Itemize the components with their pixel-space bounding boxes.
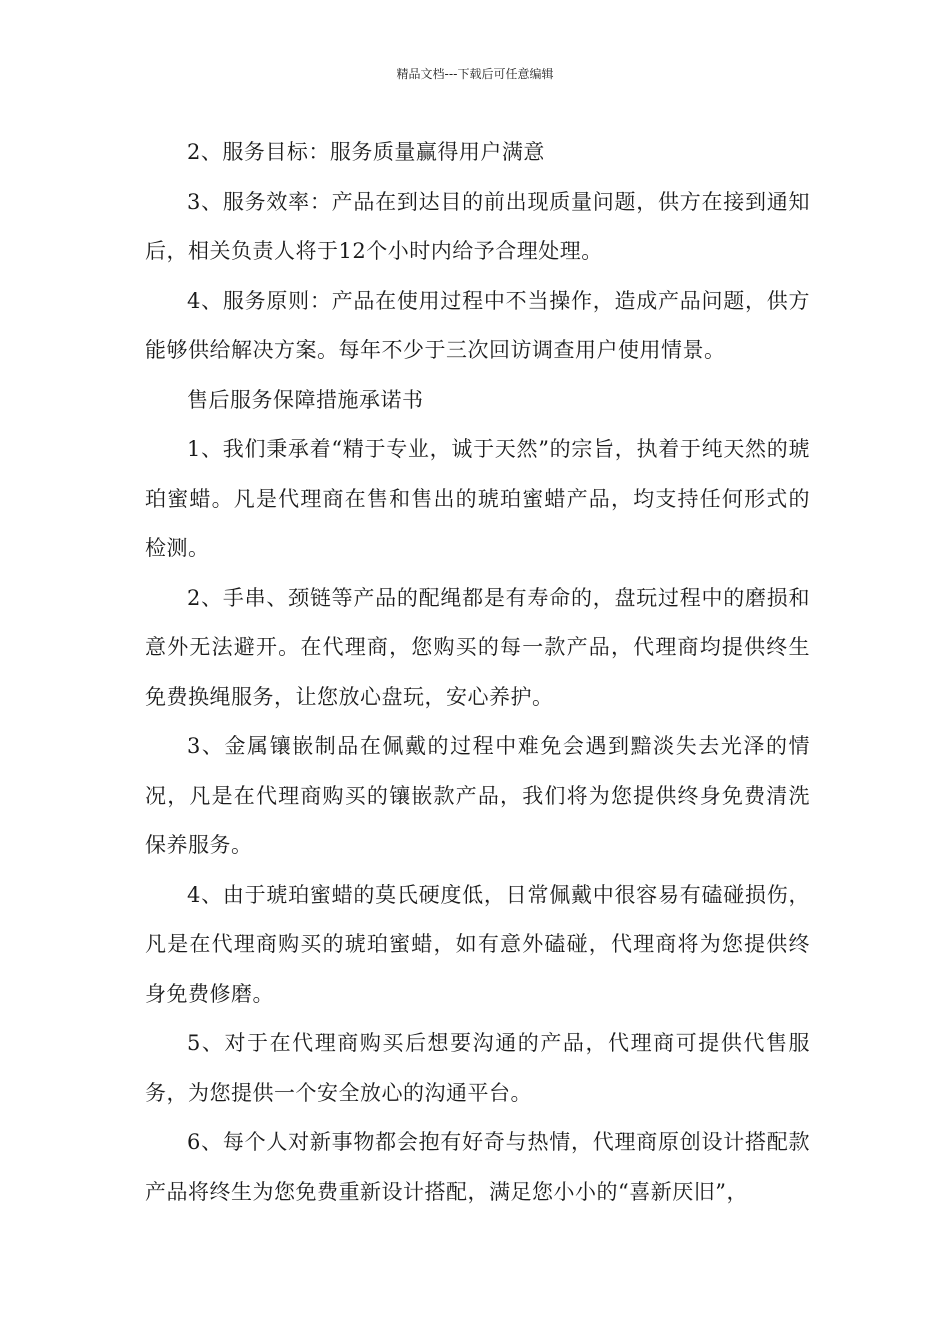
paragraph-commitment-3: 3、金属镶嵌制品在佩戴的过程中难免会遇到黯淡失去光泽的情况，凡是在代理商购买的镶嵌款产品，我们将为您提供终身免费清洗保养服务。	[145, 734, 810, 857]
paragraph-service-goal: 2、服务目标：服务质量赢得用户满意	[187, 140, 545, 164]
paragraph-service-efficiency: 3、服务效率：产品在到达目的前出现质量问题，供方在接到通知后，相关负责人将于12个小时内给予合理处理。	[145, 189, 810, 263]
paragraph-service-principle: 4、服务原则：产品在使用过程中不当操作，造成产品问题，供方能够供给解决方案。每年不少于三次回访调查用户使用情景。	[145, 288, 810, 362]
paragraph-commitment-6: 6、每个人对新事物都会抱有好奇与热情，代理商原创设计搭配款产品将终生为您免费重新设计搭配，满足您小小的“喜新厌旧”，	[145, 1130, 810, 1204]
paragraph-commitment-4: 4、由于琥珀蜜蜡的莫氏硬度低，日常佩戴中很容易有磕碰损伤，凡是在代理商购买的琥珀蜜蜡，如有意外磕碰，代理商将为您提供终身免费修磨。	[145, 882, 810, 1006]
section-heading: 售后服务保障措施承诺书	[187, 387, 424, 412]
paragraph-commitment-5: 5、对于在代理商购买后想要沟通的产品，代理商可提供代售服务，为您提供一个安全放心的沟通平台。	[145, 1031, 810, 1105]
document-body	[145, 128, 810, 1217]
page-header: 精品文档---下载后可任意编辑	[396, 67, 554, 81]
paragraph-commitment-1: 1、我们秉承着“精于专业，诚于天然”的宗旨，执着于纯天然的琥珀蜜蜡。凡是代理商在售和售出的琥珀蜜蜡产品，均支持任何形式的检测。	[145, 437, 810, 560]
paragraph-commitment-2: 2、手串、颈链等产品的配绳都是有寿命的，盘玩过程中的磨损和意外无法避开。在代理商，您购买的每一款产品，代理商均提供终生免费换绳服务，让您放心盘玩，安心养护。	[145, 585, 810, 709]
